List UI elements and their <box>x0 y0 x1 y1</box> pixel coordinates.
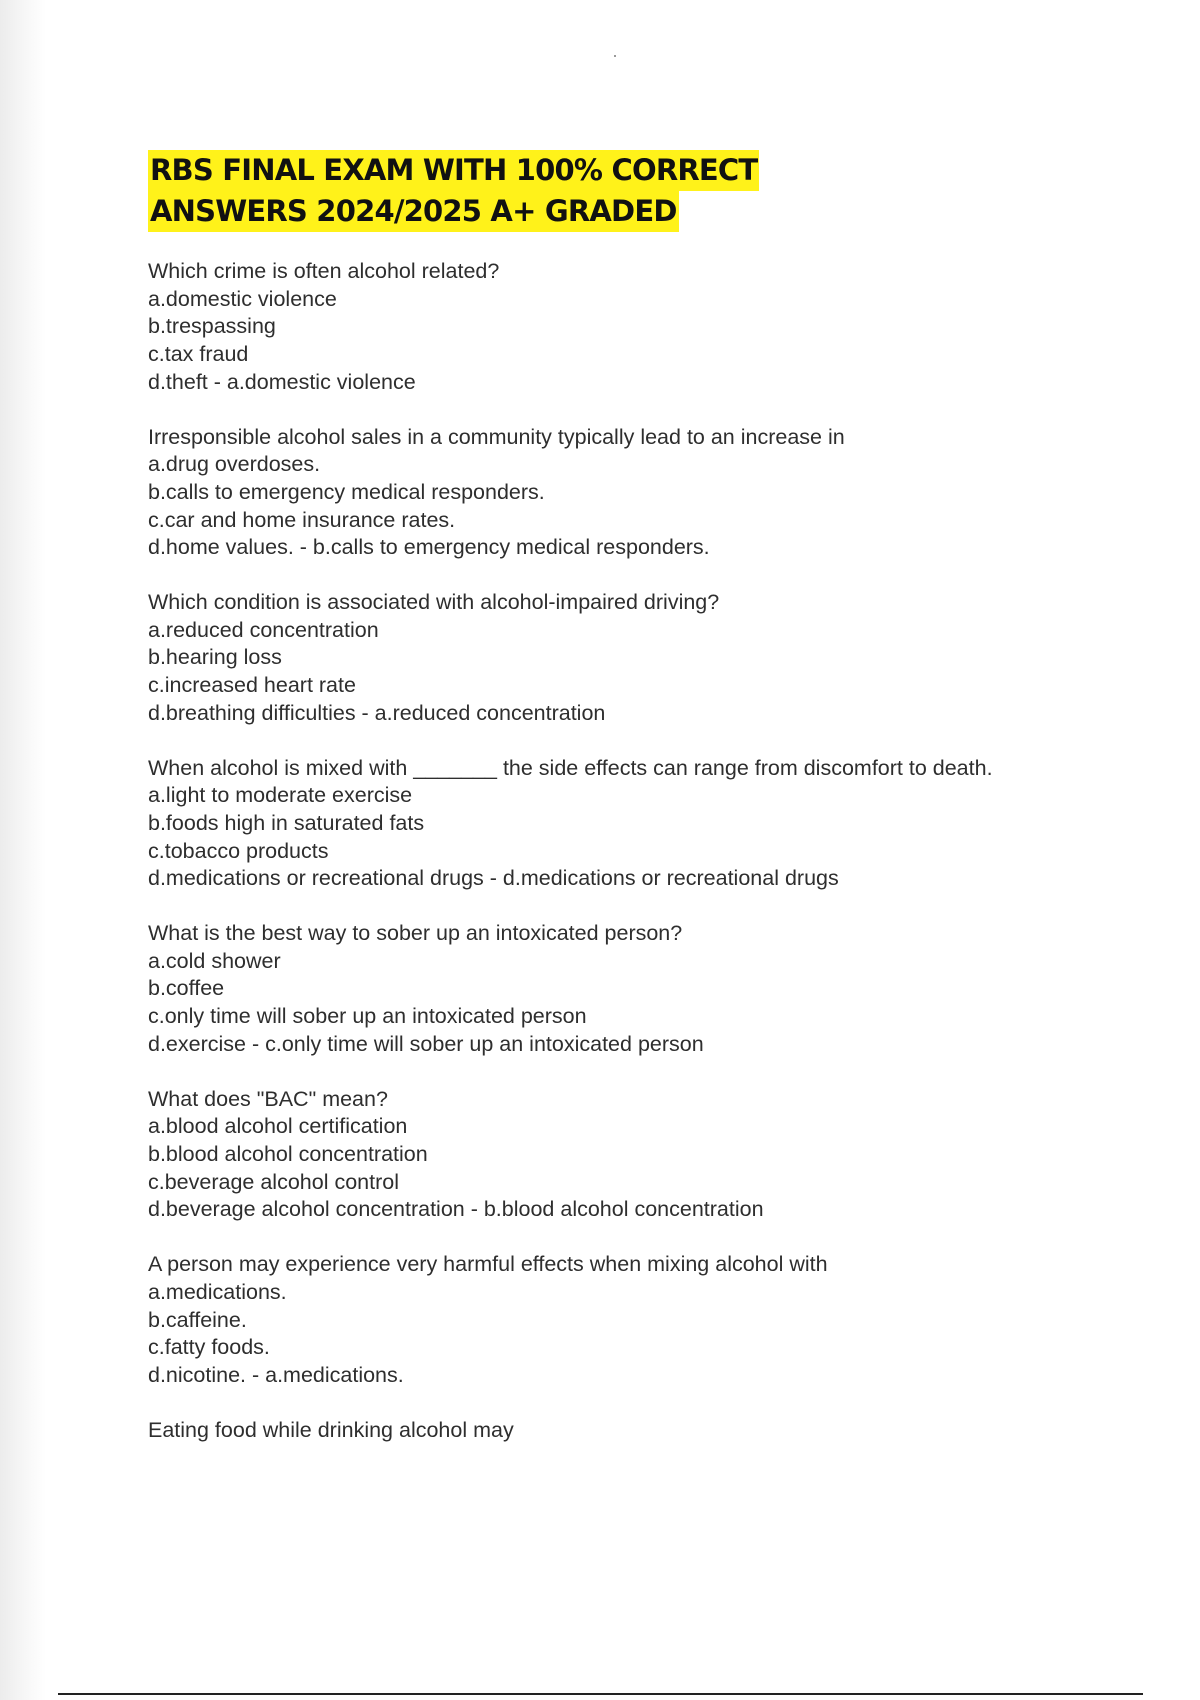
title-line-2: ANSWERS 2024/2025 A+ GRADED <box>148 191 679 232</box>
answer-option: b.caffeine. <box>148 1307 247 1332</box>
answer-option-with-key: d.theft - a.domestic violence <box>148 369 416 394</box>
answer-option: c.only time will sober up an intoxicated person <box>148 1004 587 1029</box>
answer-option: b.trespassing <box>148 314 276 339</box>
answer-option-with-key: d.home values. - b.calls to emergency medical responders. <box>148 535 710 560</box>
answer-option-with-key: d.breathing difficulties - a.reduced concentration <box>148 700 606 725</box>
question-block-6 <box>148 1086 1108 1225</box>
answer-option: c.tax fraud <box>148 342 249 367</box>
question-block-1 <box>148 258 1108 397</box>
scan-edge-shadow <box>0 0 46 1700</box>
answer-option: a.blood alcohol certification <box>148 1114 408 1139</box>
page-title <box>148 150 759 232</box>
answer-option: a.reduced concentration <box>148 617 379 642</box>
answer-option-with-key: d.beverage alcohol concentration - b.blood alcohol concentration <box>148 1197 764 1222</box>
answer-option: a.domestic violence <box>148 286 337 311</box>
answer-option: c.fatty foods. <box>148 1335 270 1360</box>
question-text: What is the best way to sober up an intoxicated person? <box>148 921 683 946</box>
question-text: Which condition is associated with alcohol-impaired driving? <box>148 590 720 615</box>
answer-option: c.tobacco products <box>148 838 329 863</box>
answer-option-with-key: d.medications or recreational drugs - d.medications or recreational drugs <box>148 866 839 891</box>
answer-option: b.hearing loss <box>148 645 282 670</box>
question-block-3 <box>148 589 1108 728</box>
answer-option-with-key: d.exercise - c.only time will sober up an intoxicated person <box>148 1031 704 1056</box>
question-text: What does "BAC" mean? <box>148 1086 388 1111</box>
question-text: When alcohol is mixed with _______ the side effects can range from discomfort to death. <box>148 755 993 780</box>
page-bottom-rule <box>58 1693 1143 1695</box>
question-block-4 <box>148 755 1108 894</box>
question-block-5 <box>148 920 1108 1059</box>
answer-option: a.drug overdoses. <box>148 452 321 477</box>
question-block-8 <box>148 1417 1108 1445</box>
answer-option: a.light to moderate exercise <box>148 783 413 808</box>
answer-option: a.cold shower <box>148 948 281 973</box>
title-line-1: RBS FINAL EXAM WITH 100% CORRECT <box>148 150 759 191</box>
question-block-7 <box>148 1251 1108 1390</box>
answer-option: c.beverage alcohol control <box>148 1169 399 1194</box>
answer-option: b.foods high in saturated fats <box>148 810 425 835</box>
answer-option: b.coffee <box>148 976 225 1001</box>
answer-option-with-key: d.nicotine. - a.medications. <box>148 1362 404 1387</box>
question-text: A person may experience very harmful effects when mixing alcohol with <box>148 1252 828 1277</box>
question-text: Eating food while drinking alcohol may <box>148 1417 514 1442</box>
answer-option: c.increased heart rate <box>148 673 356 698</box>
answer-option: c.car and home insurance rates. <box>148 507 456 532</box>
scan-speck <box>614 55 616 57</box>
question-text: Which crime is often alcohol related? <box>148 259 500 283</box>
answer-option: a.medications. <box>148 1279 287 1304</box>
questions-list <box>148 258 1108 1471</box>
question-block-2 <box>148 424 1108 563</box>
question-text: Irresponsible alcohol sales in a community typically lead to an increase in <box>148 424 845 449</box>
answer-option: b.calls to emergency medical responders. <box>148 479 545 504</box>
answer-option: b.blood alcohol concentration <box>148 1141 428 1166</box>
